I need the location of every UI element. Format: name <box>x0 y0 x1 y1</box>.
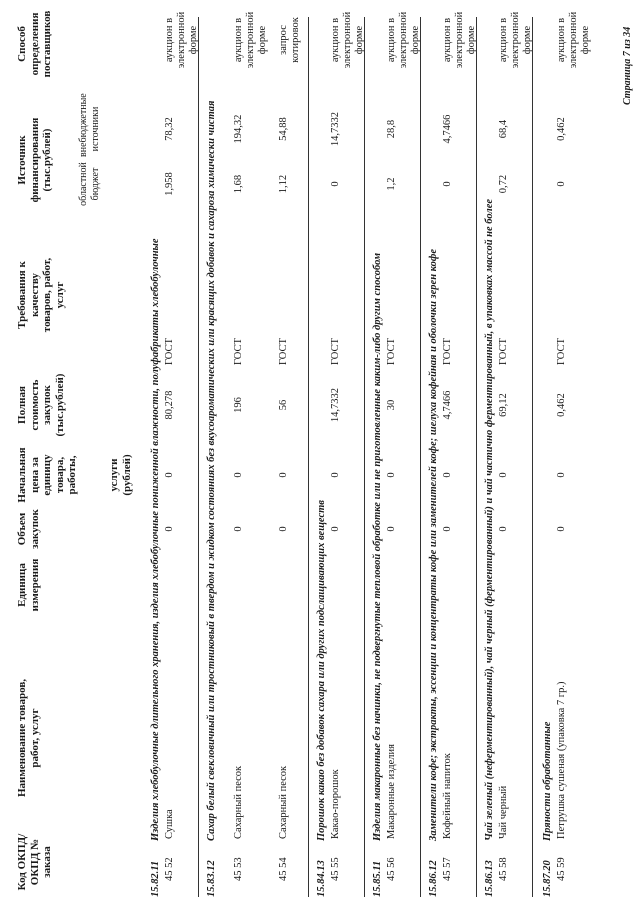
row-total: 196 <box>233 397 244 413</box>
row-volume: 0 <box>278 526 289 532</box>
row-extra: 28,8 <box>386 119 397 139</box>
row-regional: 0 <box>330 181 341 187</box>
row-number: 45 57 <box>442 857 453 881</box>
row-total: 30 <box>386 399 397 411</box>
row-total: 4,7466 <box>442 390 453 420</box>
section-code: 15.86.13 <box>484 860 495 897</box>
header-source: Источник финансирования (тыс.рублей) <box>16 117 53 203</box>
header-volume: Объем закупок <box>16 509 41 549</box>
section-code: 15.84.13 <box>316 860 327 897</box>
section-title: Заменители кофе; экстракты, эссенции и концентраты кофе или заменителей кофе; шелуха кофейная и оболочки зерен кофе <box>428 248 439 841</box>
header-requirements: Требования к качеству товаров, работ, услуг <box>16 257 66 333</box>
row-method: аукцион в электронной форме <box>164 11 199 69</box>
section-title: Порошок какао без добавок сахара или других подслащивающих веществ <box>316 500 327 841</box>
row-total: 69,12 <box>498 393 509 417</box>
header-price: Начальная цена за единицу товара, работы, <box>16 447 78 503</box>
row-volume: 0 <box>498 526 509 532</box>
row-extra: 4,7466 <box>442 114 453 144</box>
row-requirement: ГОСТ <box>278 338 289 365</box>
row-extra: 194,32 <box>233 114 244 144</box>
row-regional: 0 <box>556 181 567 187</box>
row-price: 0 <box>330 472 341 478</box>
row-regional: 0 <box>442 181 453 187</box>
section-code: 15.85.11 <box>372 860 383 897</box>
row-divider <box>420 17 421 897</box>
header-unit: Единица измерения <box>16 558 41 612</box>
row-regional: 1,68 <box>233 174 244 194</box>
row-regional: 1,2 <box>386 177 397 191</box>
section-code: 15.87.20 <box>542 860 553 897</box>
header-name: Наименование товаров, работ, услуг <box>16 678 41 798</box>
row-requirement: ГОСТ <box>556 338 567 365</box>
row-extra: 78,32 <box>164 117 175 141</box>
row-volume: 0 <box>386 526 397 532</box>
header-price-tail: услуги (рублей) <box>108 454 133 496</box>
row-divider <box>476 17 477 897</box>
header-total: Полная стоимость закупок (тыс.рублей) <box>16 373 66 437</box>
row-name: Сахарный песок <box>233 765 244 839</box>
section-code: 15.82.11 <box>150 860 161 897</box>
row-volume: 0 <box>330 526 341 532</box>
section-title: Сахар белый свекловичный или тростниковый в твердом и жидком состояниях без вкусоароматических или красящих добавок и сахароза химически чистая <box>206 100 217 841</box>
row-requirement: ГОСТ <box>442 338 453 365</box>
row-requirement: ГОСТ <box>386 338 397 365</box>
row-price: 0 <box>498 472 509 478</box>
section-title: Пряности обработанные <box>542 721 553 841</box>
section-title: Изделия макаронные без начинки, не подвергнутые тепловой обработке или не приготовленные каким-либо другим способом <box>372 252 383 841</box>
row-number: 45 56 <box>386 857 397 881</box>
row-total: 56 <box>278 399 289 411</box>
row-price: 0 <box>164 472 175 478</box>
row-requirement: ГОСТ <box>330 338 341 365</box>
row-divider <box>308 17 309 897</box>
row-method: запрос котировок <box>278 17 301 63</box>
row-volume: 0 <box>233 526 244 532</box>
row-total: 80,278 <box>164 390 175 420</box>
row-price: 0 <box>233 472 244 478</box>
row-method: аукцион в электронной форме <box>233 11 268 69</box>
row-requirement: ГОСТ <box>233 338 244 365</box>
section-code: 15.86.12 <box>428 860 439 897</box>
row-number: 45 54 <box>278 857 289 881</box>
row-divider <box>364 17 365 897</box>
header-code: Код ОКПД/ ОКПД № заказа <box>16 833 53 891</box>
row-price: 0 <box>278 472 289 478</box>
row-regional: 1,12 <box>278 174 289 194</box>
row-name: Какао-порошок <box>330 769 341 839</box>
row-volume: 0 <box>556 526 567 532</box>
row-divider <box>532 17 533 897</box>
row-method: аукцион в электронной форме <box>442 11 477 69</box>
row-price: 0 <box>442 472 453 478</box>
row-extra: 54,88 <box>278 117 289 141</box>
page-number: Страница 7 из 34 <box>622 26 633 105</box>
section-code: 15.83.12 <box>206 860 217 897</box>
row-price: 0 <box>556 472 567 478</box>
row-divider <box>198 17 199 897</box>
row-number: 45 52 <box>164 857 175 881</box>
row-method: аукцион в электронной форме <box>556 11 591 69</box>
row-method: аукцион в электронной форме <box>330 11 365 69</box>
row-number: 45 55 <box>330 857 341 881</box>
row-extra: 0,462 <box>556 117 567 141</box>
header-method: Способ определения поставщиков <box>16 10 53 78</box>
row-total: 0,462 <box>556 393 567 417</box>
row-name: Макаронные изделия <box>386 744 397 839</box>
row-name: Чай черный <box>498 785 509 839</box>
row-volume: 0 <box>442 526 453 532</box>
row-method: аукцион в электронной форме <box>386 11 421 69</box>
row-extra: 14,7332 <box>330 111 341 147</box>
row-number: 45 59 <box>556 857 567 881</box>
row-requirement: ГОСТ <box>498 338 509 365</box>
row-name: Сушка <box>164 809 175 839</box>
section-title: Изделия хлебобулочные длительного хранения, изделия хлебобулочные пониженной влажности, полуфабрикаты хлебобулочные <box>150 238 161 841</box>
row-total: 14,7332 <box>330 387 341 423</box>
row-price: 0 <box>386 472 397 478</box>
row-extra: 68,4 <box>498 119 509 139</box>
row-name: Кофейный напиток <box>442 753 453 839</box>
row-name: Сахарный песок <box>278 765 289 839</box>
row-method: аукцион в электронной форме <box>498 11 533 69</box>
row-volume: 0 <box>164 526 175 532</box>
row-number: 45 58 <box>498 857 509 881</box>
row-regional: 0,72 <box>498 174 509 194</box>
row-requirement: ГОСТ <box>164 338 175 365</box>
row-name: Петрушка сушеная (упаковка 7 гр.) <box>556 681 567 839</box>
row-regional: 1,958 <box>164 172 175 196</box>
header-source-regional: областной бюджет <box>78 162 101 206</box>
section-title: Чай зеленый (неферментированный), чай черный (ферментированный) и чай частично ферментированный, в упаковках массой не более <box>484 198 495 841</box>
row-number: 45 53 <box>233 857 244 881</box>
header-source-extra: внебюджетные источники <box>78 93 101 157</box>
